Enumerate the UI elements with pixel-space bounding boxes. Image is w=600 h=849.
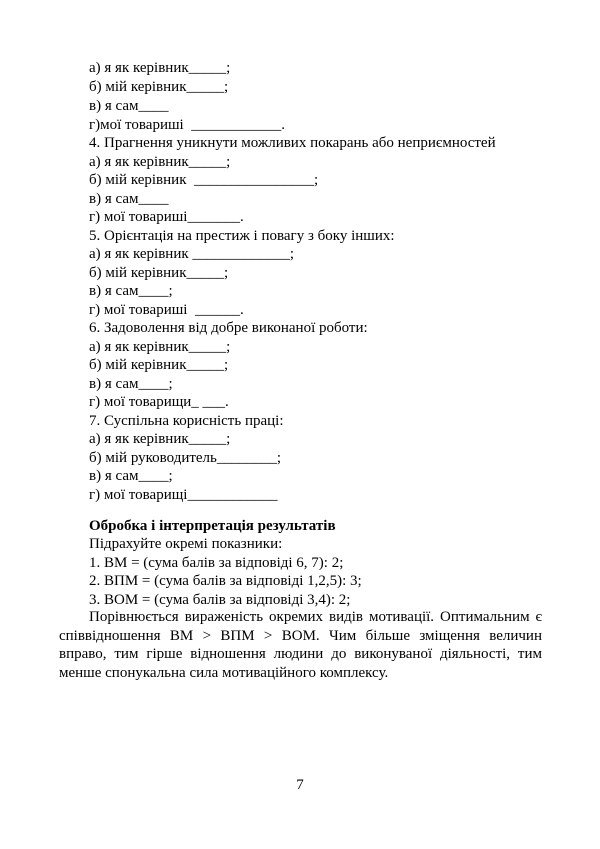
interpretation-paragraph: Порівнюється вираженість окремих видів мотивації. Оптимальним є співвідношення ВМ > ВПМ > ВОМ. Чим більше зміщення величин вправо, тим гірше відношення людини до виконуваної діяльності, тим менше спонукальна сила мотиваційного комплексу. (59, 609, 542, 682)
question-line: 5. Орієнтація на престиж і повагу з боку інших: (89, 228, 395, 244)
section-line: Підрахуйте окремі показники: (89, 536, 283, 552)
answer-line: в) я сам____ (89, 98, 169, 114)
page-number: 7 (296, 777, 304, 793)
answer-line: а) я як керівник_____; (89, 339, 231, 355)
answer-line: а) я як керівник_____; (89, 60, 231, 76)
answer-line: в) я сам____; (89, 376, 173, 392)
formula-line: 1. ВМ = (сума балів за відповіді 6, 7): 2; (89, 555, 344, 571)
formula-line: 2. ВПМ = (сума балів за відповіді 1,2,5): 3; (89, 573, 362, 589)
answer-line: а) я як керівник_____; (89, 431, 231, 447)
answer-line: в) я сам____; (89, 283, 173, 299)
answer-line: в) я сам____ (89, 191, 169, 207)
answer-line: б) мій керівник_____; (89, 79, 229, 95)
answer-line: б) мій керівник_____; (89, 265, 229, 281)
answer-line: б) мій керівник_____; (89, 357, 229, 373)
answer-line: г) мої товариші ______. (89, 302, 244, 318)
question-line: 7. Суспільна корисність праці: (89, 413, 284, 429)
answer-line: б) мій руководитель________; (89, 450, 282, 466)
answer-line: г) мої товарищи_ ___. (89, 394, 229, 410)
answer-line: в) я сам____; (89, 468, 173, 484)
answer-line: б) мій керівник ________________; (89, 172, 319, 188)
question-line: 6. Задоволення від добре виконаної роботи: (89, 320, 368, 336)
section-heading: Обробка і інтерпретація результатів (89, 518, 336, 534)
answer-line: г) мої товариші_______. (89, 209, 244, 225)
answer-line: а) я як керівник _____________; (89, 246, 295, 262)
answer-line: а) я як керівник_____; (89, 154, 231, 170)
formula-line: 3. ВОМ = (сума балів за відповіді 3,4): 2; (89, 592, 351, 608)
answer-line: г)мої товариші ____________. (89, 117, 285, 133)
answer-line: г) мої товарищі____________ (89, 487, 278, 503)
question-line: 4. Прагнення уникнути можливих покарань або неприємностей (89, 135, 496, 151)
